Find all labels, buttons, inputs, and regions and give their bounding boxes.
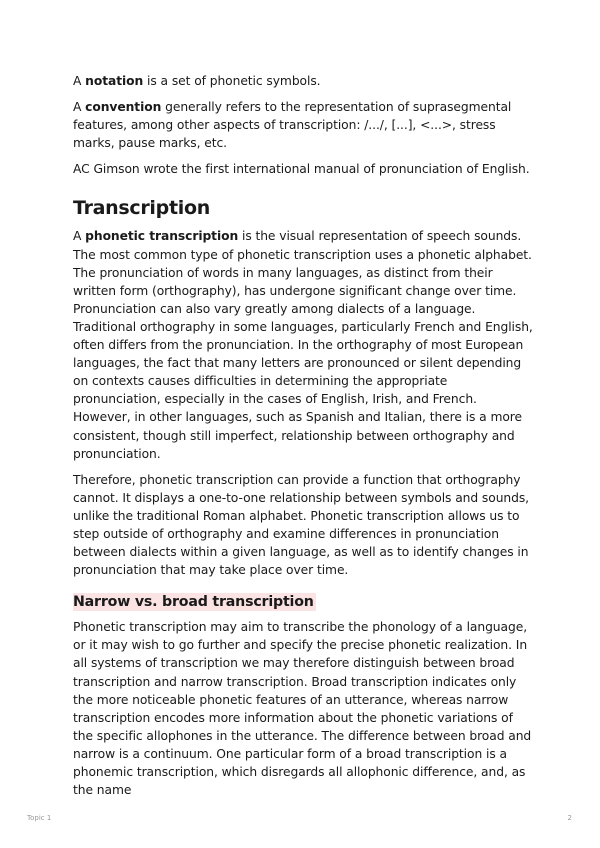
transcription-heading: Transcription — [73, 197, 210, 220]
footer-page-number: 2 — [567, 814, 572, 822]
convention-post: generally refers to the representation of suprasegmental features, among other aspects of transcription: /.../, [...], <...>, stress marks, pause marks, etc. — [73, 100, 512, 151]
therefore-paragraph: Therefore, phonetic transcription can provide a function that orthography cannot. It displays a one-to-one relationship between symbols and sounds, unlike the traditional Roman alphabet. Phonetic transcription allows us to step outside of orthography and examine differences in pronunciation between dialects within a given language, as well as to identify changes in pronunciation that may take place over time. — [73, 472, 530, 578]
convention-term: convention — [85, 100, 162, 115]
convention-paragraph — [73, 98, 533, 152]
phonetic-transcription-paragraph — [73, 227, 533, 462]
phonetic-transcription-pre: A — [73, 229, 86, 244]
phonetic-transcription-post: is the visual representation of speech sounds. The most common type of phonetic transcription uses a phonetic alphabet. The pronunciation of words in many languages, as distinct from their written form (orthography), has undergone significant change over time. Pronunciation can also vary greatly among dialects of a language. Traditional orthography in some languages, particularly French and English, often differs from the pronunciation. In the orthography of most European languages, the fact that many letters are pronounced or silent depending on contexts causes difficulties in determining the appropriate pronunciation, especially in the cases of English, Irish, and French. However, in other languages, such as Spanish and Italian, there is a more consistent, though still imperfect, relationship between orthography and pronunciation. — [73, 229, 533, 461]
gimson-paragraph: AC Gimson wrote the first international manual of pronunciation of English. — [73, 162, 530, 177]
notation-pre: A — [73, 74, 86, 88]
footer-topic-label: Topic 1 — [27, 814, 52, 822]
page-content — [73, 72, 533, 807]
notation-paragraph — [73, 72, 533, 90]
narrow-broad-heading — [73, 592, 533, 612]
notation-post: is a set of phonetic symbols. — [143, 74, 321, 88]
narrow-broad-heading-text: Narrow vs. broad transcription — [73, 594, 314, 611]
convention-pre: A — [73, 100, 86, 115]
phonetic-transcription-term: phonetic transcription — [85, 229, 239, 244]
notation-term: notation — [85, 74, 144, 88]
narrow-broad-paragraph: Phonetic transcription may aim to transcribe the phonology of a language, or it may wish to go further and specify the precise phonetic realization. In all systems of transcription we may therefore distinguish between broad transcription and narrow transcription. Broad transcription indicates only the more noticeable phonetic features of an utterance, whereas narrow transcription encodes more information about the phonetic variations of the specific allophones in the utterance. The difference between broad and narrow is a continuum. One particular form of a broad transcription is a phonemic transcription, which disregards all allophonic difference, and, as the name — [73, 620, 532, 798]
